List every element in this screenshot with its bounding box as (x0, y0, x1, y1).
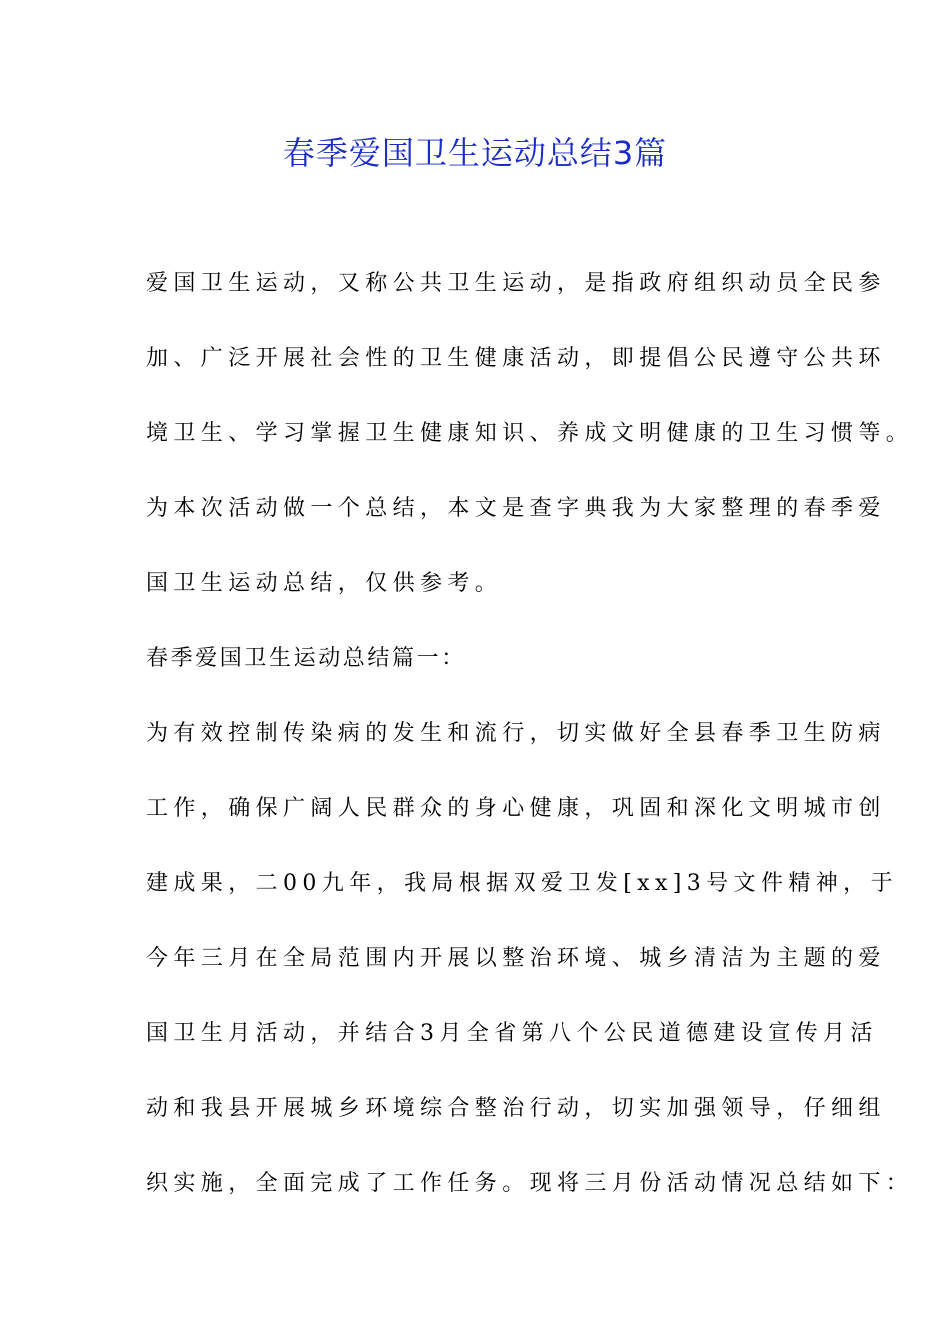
body-line-4: 今年三月在全局范围内开展以整治环境、城乡清洁为主题的爱 (146, 946, 886, 971)
intro-line-3: 境卫生、学习掌握卫生健康知识、养成文明健康的卫生习惯等。 (146, 421, 914, 446)
body-line-2: 工作，确保广阔人民群众的身心健康，巩固和深化文明城市创 (146, 796, 886, 821)
body-line-5: 国卫生月活动，并结合3月全省第八个公民道德建设宣传月活 (146, 1021, 878, 1046)
intro-line-2: 加、广泛开展社会性的卫生健康活动，即提倡公民遵守公共环 (146, 346, 886, 371)
body-line-3: 建成果，二00九年，我局根据双爱卫发[xx]3号文件精神，于 (146, 871, 898, 896)
intro-line-4: 为本次活动做一个总结，本文是查字典我为大家整理的春季爱 (146, 496, 886, 521)
body-line-7: 织实施，全面完成了工作任务。现将三月份活动情况总结如下： (146, 1171, 914, 1196)
section-heading: 春季爱国卫生运动总结篇一： (146, 646, 466, 671)
intro-line-5: 国卫生运动总结，仅供参考。 (146, 571, 503, 596)
intro-line-1: 爱国卫生运动，又称公共卫生运动，是指政府组织动员全民参 (146, 271, 886, 296)
document-title: 春季爱国卫生运动总结3篇 (282, 134, 668, 172)
body-line-6: 动和我县开展城乡环境综合整治行动，切实加强领导，仔细组 (146, 1096, 886, 1121)
body-line-1: 为有效控制传染病的发生和流行，切实做好全县春季卫生防病 (146, 721, 886, 746)
